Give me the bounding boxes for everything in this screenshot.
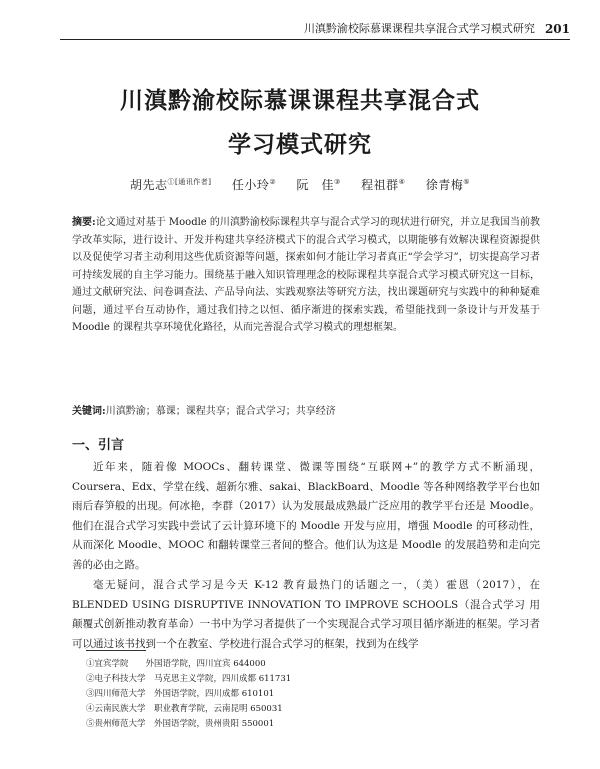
running-header <box>60 14 570 40</box>
keywords-text: 川滇黔渝；慕课；课程共享；混合式学习；共享经济 <box>105 406 336 417</box>
author-name: 程祖群 <box>361 178 399 192</box>
keywords-label: 关键词: <box>72 406 106 417</box>
abstract <box>72 214 540 337</box>
footnote: ②电子科技大学 马克思主义学院，四川成都 611731 <box>86 674 292 684</box>
footnotes <box>86 657 291 732</box>
author <box>296 178 340 192</box>
footnote: ⑤贵州师范大学 外国语学院，贵州贵阳 550001 <box>86 719 275 729</box>
author-name: 胡先志 <box>130 178 168 192</box>
author-mark: ⑤ <box>463 178 470 186</box>
section-heading: 一、引言 <box>72 438 125 453</box>
author-mark: ③ <box>333 178 341 186</box>
body-paragraph: 近年来，随着像 MOOCs、翻转课堂、微课等围绕“互联网+”的教学方式不断涌现，Coursera、Edx、学堂在线、超新尔雅、sakai、BlackBoard、Moodle 等各种网络教学平台也如雨后春笋般的出现。何冰艳，李群（2017）认为发展最成熟最广泛应用的教学平台还是 Moodle。他们在混合式学习实践中尝试了云计算环境下的 Moodle 开发与应用，增强 Moodle 的可移动性，从而深化 Moodle、MOOC 和翻转课堂三者间的整合。他们认为这是 Moodle 的发展趋势和走向完善的必由之路。 <box>72 461 540 571</box>
footnote: ③四川师范大学 外国语学院，四川成都 610101 <box>86 689 275 699</box>
author-mark: ② <box>269 178 277 186</box>
author-name: 阮 佳 <box>296 178 334 192</box>
page-number: 201 <box>544 22 570 36</box>
paper-title-line-2: 学习模式研究 <box>228 132 372 158</box>
author-list <box>0 176 600 193</box>
footnote-divider <box>86 650 146 651</box>
author-name: 任小玲 <box>231 178 270 192</box>
author-mark: ①[通讯作者] <box>167 178 212 186</box>
author <box>130 178 211 192</box>
footnote: ①宜宾学院 外国语学院，四川宜宾 644000 <box>86 659 266 669</box>
author-name: 徐青梅 <box>425 178 464 192</box>
author <box>361 178 405 192</box>
footnote: ④云南民族大学 职业教育学院，云南昆明 650031 <box>86 704 283 714</box>
paper-title-line-1: 川滇黔渝校际慕课课程共享混合式 <box>120 88 480 114</box>
author <box>232 178 276 192</box>
author-mark: ④ <box>398 178 406 186</box>
body-paragraph: 毫无疑问，混合式学习是今天 K-12 教育最热门的话题之一，（美）霍恩（2017），在 BLENDED USING DISRUPTIVE INNOVATION TO IMPROVE SCHOOLS（混合式学习 用颠覆式创新推动教育革命）一书中为学习者提供了一个实现混合式学习项目循序渐进的框架。学习者可以通过该书找到一个在教室、学校进行混合式学习的框架，找到为在线学 <box>72 579 540 650</box>
abstract-label: 摘要: <box>72 217 96 228</box>
abstract-text: 论文通过对基于 Moodle 的川滇黔渝校际课程共享与混合式学习的现状进行研究，并立足我国当前教学改革实际，进行设计、开发并构建共享经济模式下的混合式学习模式，以期能够有效解决课程资源提供以及促使学习者主动利用这些优质资源等问题，探索如何才能让学习者真正“学会学习”，切实提高学习者可持续发展的自主学习能力。围绕基于融入知识管理理念的校际课程共享混合式学习模式研究这一目标，通过文献研究法、问卷调查法、产品导向法、实践观察法等研究方法，找出课题研究与实践中的种种疑难问题，通过平台互动协作，通过我们持之以恒、循序渐进的探索实践，希望能找到一条设计与开发基于 Moodle 的课程共享环境优化路径，从而完善混合式学习模式的理想框架。 <box>72 217 540 333</box>
author <box>426 178 470 192</box>
running-title: 川滇黔渝校际慕课课程共享混合式学习模式研究 <box>303 22 535 35</box>
keywords <box>72 402 540 417</box>
